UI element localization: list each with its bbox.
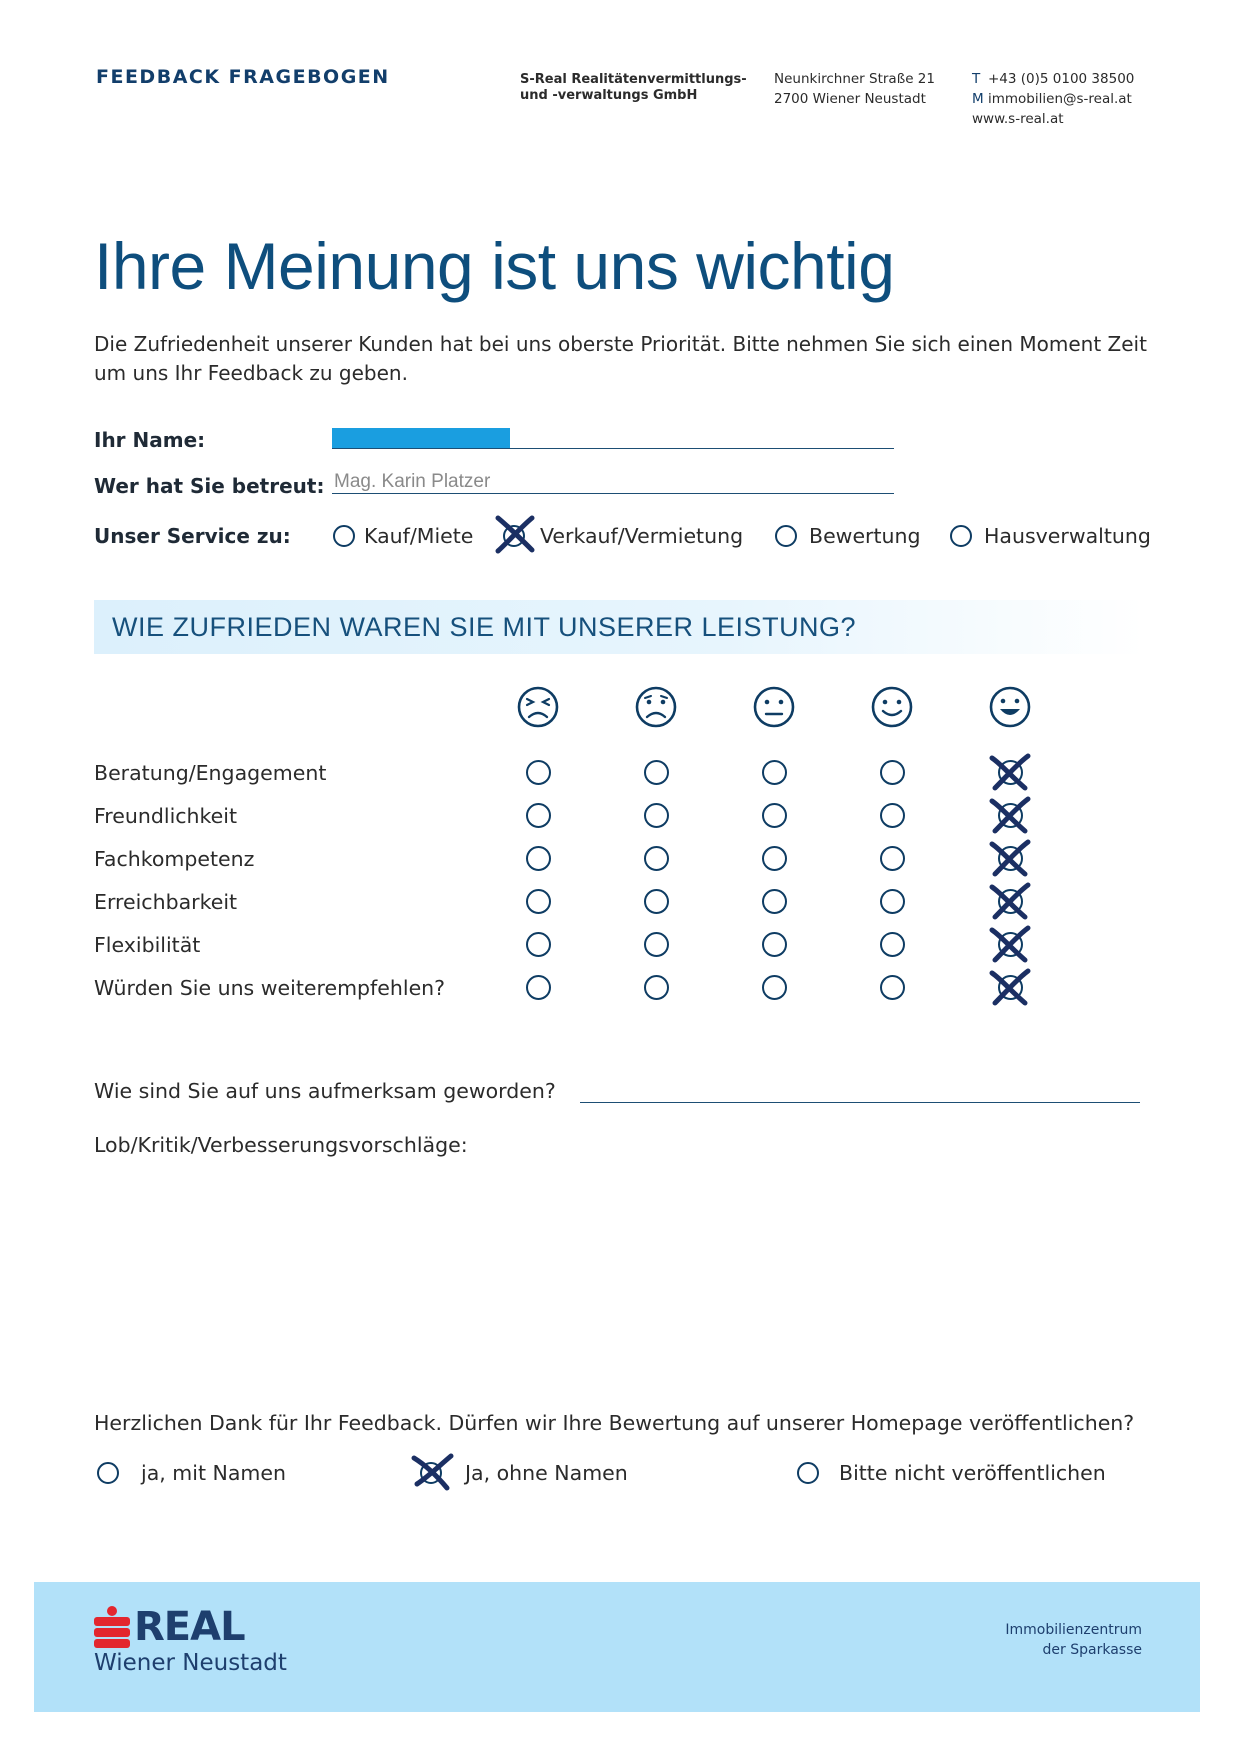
rating-radio[interactable]	[644, 760, 669, 785]
phone-key: T	[972, 71, 981, 87]
rating-radio[interactable]	[762, 760, 787, 785]
rating-radio[interactable]	[644, 975, 669, 1000]
rating-row-label: Würden Sie uns weiterempfehlen?	[94, 976, 446, 1000]
service-option-label: Verkauf/Vermietung	[540, 524, 744, 548]
service-option-label: Hausverwaltung	[984, 524, 1151, 548]
rating-radio[interactable]	[880, 932, 905, 957]
source-question-label: Wie sind Sie auf uns aufmerksam geworden?	[94, 1079, 556, 1103]
very-unhappy-face-icon	[516, 685, 560, 729]
footer-tagline-line-2: der Sparkasse	[1042, 1642, 1142, 1658]
cross-mark-icon	[987, 752, 1033, 792]
email-line	[972, 89, 1134, 109]
cross-mark-icon	[409, 1452, 455, 1492]
rating-radio[interactable]	[762, 803, 787, 828]
publish-question: Herzlichen Dank für Ihr Feedback. Dürfen wir Ihre Bewertung auf unserer Homepage veröffentlichen?	[94, 1411, 1135, 1435]
publish-radio-no-publish[interactable]	[797, 1462, 819, 1484]
cross-mark-icon	[492, 514, 538, 554]
name-label: Ihr Name:	[94, 428, 206, 452]
happy-face-icon	[870, 685, 914, 729]
address-street: Neunkirchner Straße 21	[774, 71, 935, 87]
source-answer-field[interactable]	[580, 1102, 1140, 1103]
rating-radio[interactable]	[880, 846, 905, 871]
service-radio-hausverwaltung[interactable]	[950, 525, 972, 547]
publish-option-label: Ja, ohne Namen	[465, 1461, 628, 1485]
website: www.s-real.at	[972, 111, 1064, 127]
email-address: immobilien@s-real.at	[988, 91, 1132, 107]
unhappy-face-icon	[634, 685, 678, 729]
sparkasse-s-logo-icon	[92, 1606, 132, 1648]
rating-radio[interactable]	[526, 760, 551, 785]
company-line-2: und -verwaltungs GmbH	[520, 88, 698, 103]
service-label: Unser Service zu:	[94, 524, 291, 548]
form-title: FEEDBACK FRAGEBOGEN	[96, 66, 390, 88]
service-radio-bewertung[interactable]	[775, 525, 797, 547]
publish-option-label: Bitte nicht veröffentlichen	[839, 1461, 1106, 1485]
rating-row-label: Fachkompetenz	[94, 847, 255, 871]
rating-radio[interactable]	[526, 975, 551, 1000]
rating-radio[interactable]	[526, 889, 551, 914]
name-field[interactable]	[332, 448, 894, 449]
rating-radio[interactable]	[644, 846, 669, 871]
cross-mark-icon	[987, 881, 1033, 921]
phone-number: +43 (0)5 0100 38500	[988, 71, 1135, 87]
rating-row-label: Flexibilität	[94, 933, 201, 957]
rating-radio[interactable]	[880, 889, 905, 914]
rating-radio[interactable]	[880, 760, 905, 785]
company-name	[520, 72, 747, 104]
phone-line	[972, 69, 1134, 89]
page-headline: Ihre Meinung ist uns wichtig	[94, 229, 895, 303]
rating-radio[interactable]	[644, 932, 669, 957]
rating-radio[interactable]	[644, 803, 669, 828]
advisor-value: Mag. Karin Platzer	[334, 471, 491, 492]
advisor-field[interactable]	[332, 493, 894, 494]
rating-section-title: WIE ZUFRIEDEN WAREN SIE MIT UNSERER LEISTUNG?	[112, 612, 857, 642]
comments-label: Lob/Kritik/Verbesserungsvorschläge:	[94, 1133, 468, 1157]
company-address	[774, 69, 935, 109]
logo-subtitle: Wiener Neustadt	[94, 1650, 287, 1676]
intro-text: Die Zufriedenheit unserer Kunden hat bei uns oberste Priorität. Bitte nehmen Sie sich einen Moment Zeit um uns Ihr Feedback zu geben.	[94, 332, 1147, 385]
rating-radio[interactable]	[526, 932, 551, 957]
rating-section-header	[94, 600, 1144, 654]
rating-row-label: Beratung/Engagement	[94, 761, 327, 785]
cross-mark-icon	[987, 838, 1033, 878]
service-radio-kauf-miete[interactable]	[333, 525, 355, 547]
rating-radio[interactable]	[644, 889, 669, 914]
logo-text: REAL	[134, 1604, 245, 1650]
cross-mark-icon	[987, 967, 1033, 1007]
company-line-1: S-Real Realitätenvermittlungs-	[520, 72, 747, 87]
rating-radio[interactable]	[880, 975, 905, 1000]
advisor-label: Wer hat Sie betreut:	[94, 474, 325, 498]
footer-band	[34, 1582, 1200, 1712]
rating-radio[interactable]	[526, 803, 551, 828]
neutral-face-icon	[752, 685, 796, 729]
rating-radio[interactable]	[762, 889, 787, 914]
rating-radio[interactable]	[762, 975, 787, 1000]
company-contact	[972, 69, 1134, 129]
rating-radio[interactable]	[762, 932, 787, 957]
redacted-name	[332, 428, 510, 448]
service-option-label: Kauf/Miete	[364, 524, 474, 548]
cross-mark-icon	[987, 795, 1033, 835]
rating-row-label: Freundlichkeit	[94, 804, 238, 828]
address-city: 2700 Wiener Neustadt	[774, 91, 926, 107]
very-happy-face-icon	[988, 685, 1032, 729]
rating-radio[interactable]	[526, 846, 551, 871]
rating-radio[interactable]	[762, 846, 787, 871]
comments-area[interactable]	[94, 1165, 1140, 1385]
cross-mark-icon	[987, 924, 1033, 964]
publish-radio-with-name[interactable]	[97, 1462, 119, 1484]
publish-option-label: ja, mit Namen	[141, 1461, 286, 1485]
rating-row-label: Erreichbarkeit	[94, 890, 238, 914]
mail-key: M	[972, 91, 984, 107]
service-option-label: Bewertung	[809, 524, 921, 548]
footer-tagline	[1005, 1620, 1142, 1660]
footer-tagline-line-1: Immobilienzentrum	[1005, 1622, 1142, 1638]
rating-radio[interactable]	[880, 803, 905, 828]
